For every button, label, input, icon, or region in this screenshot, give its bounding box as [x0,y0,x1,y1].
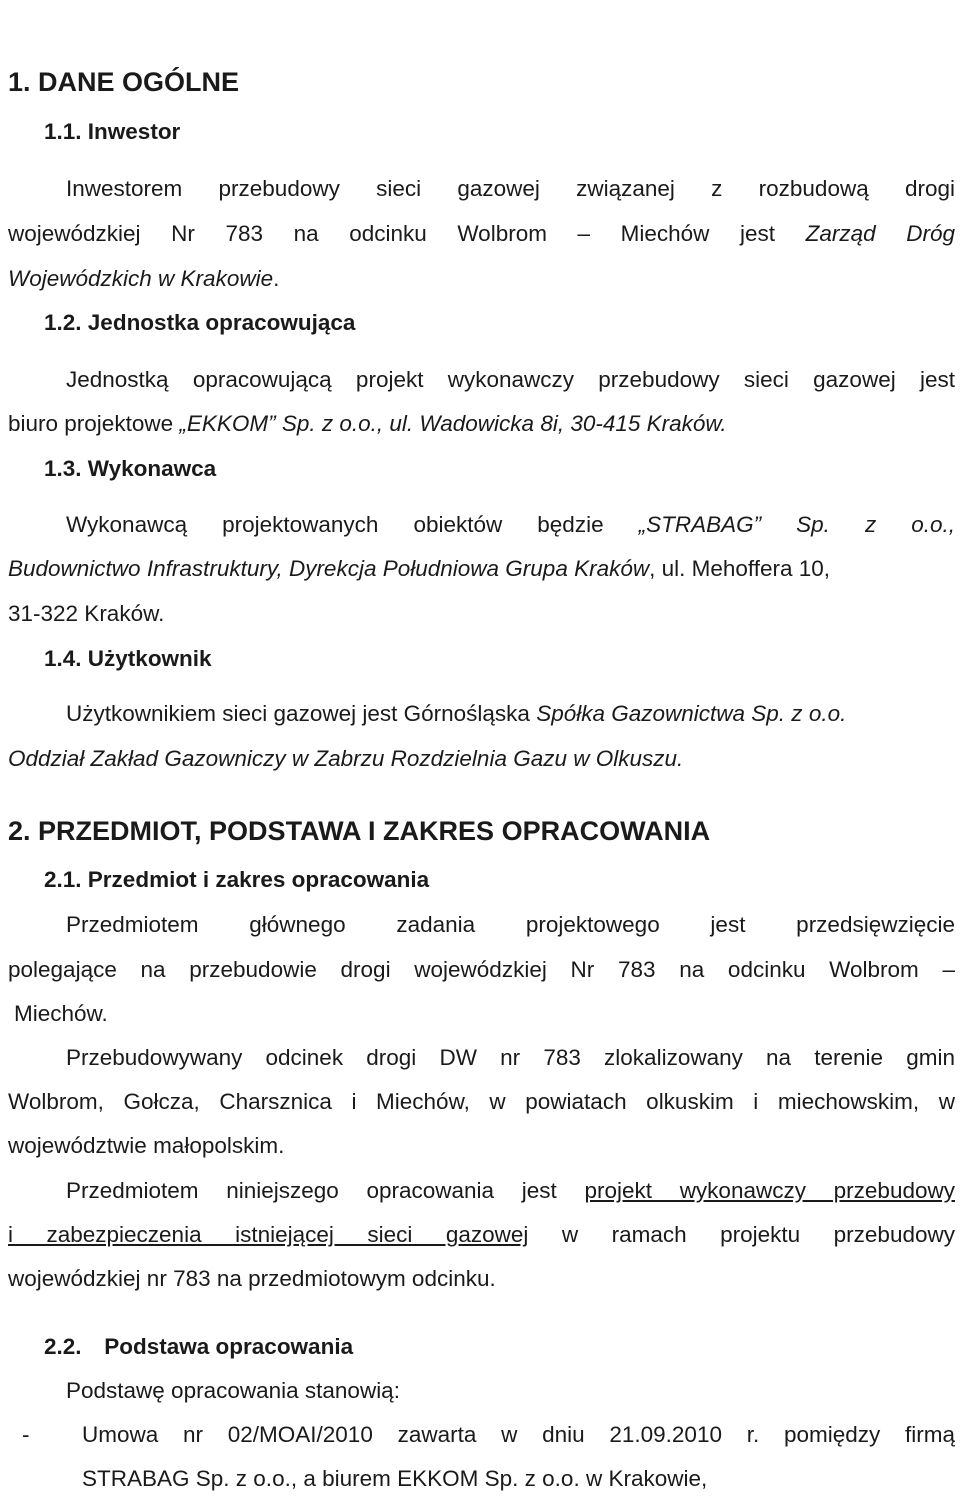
italic-text-run: „STRABAG” Sp. z o.o., [638,512,955,537]
section-number: 1.1. [44,119,82,144]
text-run: Użytkownikiem sieci gazowej jest Górnośląska [66,701,530,726]
paragraph-line: Przebudowywany odcinek drogi DW nr 783 zlokalizowany na terenie gmin [66,1045,955,1070]
section-1-2-heading [44,309,355,337]
section-title: PRZEDMIOT, PODSTAWA I ZAKRES OPRACOWANIA [38,816,711,846]
list-bullet: - [22,1422,30,1447]
section-number: 2.1. [44,867,82,892]
text-run: biuro projektowe [8,411,174,436]
section-number: 1.2. [44,310,82,335]
underlined-text-run: i zabezpieczenia istniejącej sieci gazowej [8,1222,529,1247]
paragraph-line [8,745,683,773]
paragraph-line [66,511,955,539]
text-run: w ramach projektu przebudowy [561,1222,955,1247]
paragraph-line: Inwestorem przebudowy sieci gazowej związanej z rozbudową drogi [66,176,955,201]
italic-text-run: Zarząd Dróg [805,221,956,246]
text-run: , ul. Mehoffera 10, [649,556,831,581]
list-item-line: STRABAG Sp. z o.o., a biurem EKKOM Sp. z o.o. w Krakowie, [82,1466,708,1491]
text-run: Wykonawcą projektowanych obiektów będzie [66,512,604,537]
section-number: 2.2. [44,1334,82,1359]
section-title: DANE OGÓLNE [38,67,240,97]
section-number: 1.3. [44,456,82,481]
section-title: Użytkownik [87,646,212,671]
underlined-text-run: projekt wykonawczy przebudowy [584,1178,955,1203]
italic-text-run: „EKKOM” Sp. z o.o., ul. Wadowicka 8i, 30-415 Kraków. [179,411,727,436]
paragraph-line: Miechów. [14,1001,108,1026]
paragraph-line: Przedmiotem głównego zadania projektowego jest przedsięwzięcie [66,912,955,937]
section-1-4-heading [44,645,212,673]
section-1-heading [8,66,239,98]
text-run: wojewódzkiej Nr 783 na odcinku Wolbrom – Miechów jest [8,221,776,246]
italic-text-run: Spółka Gazownictwa Sp. z o.o. [536,701,847,726]
section-title: Podstawa opracowania [104,1334,354,1359]
paragraph-line [8,1221,955,1249]
paragraph-line [8,265,279,293]
section-title: Wykonawca [87,456,217,481]
italic-text-run: Oddział Zakład Gazowniczy w Zabrzu Rozdzielnia Gazu w Olkuszu. [8,746,684,771]
paragraph-line [8,220,955,248]
paragraph-line: polegające na przebudowie drogi wojewódzkiej Nr 783 na odcinku Wolbrom – [8,957,955,982]
paragraph-line [66,1177,955,1205]
italic-text-run: Budownictwo Infrastruktury, Dyrekcja Południowa Grupa Kraków [8,556,650,581]
paragraph-line: 31-322 Kraków. [8,601,165,626]
section-1-1-heading [44,118,180,146]
section-number: 1.4. [44,646,82,671]
list-item-line: Umowa nr 02/MOAI/2010 zawarta w dniu 21.09.2010 r. pomiędzy firmą [82,1422,955,1447]
paragraph-line [8,410,727,438]
paragraph-line: Wolbrom, Gołcza, Charsznica i Miechów, w powiatach olkuskim i miechowskim, w [8,1089,955,1114]
text-run: . [273,266,280,291]
section-2-2-heading [44,1333,353,1361]
section-title: Inwestor [87,119,181,144]
section-title: Jednostka opracowująca [87,310,356,335]
italic-text-run: Wojewódzkich w Krakowie [8,266,274,291]
text-run: Przedmiotem niniejszego opracowania jest [66,1178,557,1203]
section-number: 1. [8,67,31,97]
section-number: 2. [8,816,31,846]
paragraph-line: Podstawę opracowania stanowią: [66,1378,400,1403]
paragraph-line [8,555,830,583]
section-2-heading [8,815,710,847]
paragraph-line: województwie małopolskim. [8,1133,285,1158]
paragraph-line: Jednostką opracowującą projekt wykonawczy przebudowy sieci gazowej jest [66,367,955,392]
section-title: Przedmiot i zakres opracowania [87,867,430,892]
paragraph-line [66,700,846,728]
paragraph-line: wojewódzkiej nr 783 na przedmiotowym odcinku. [8,1266,496,1291]
section-1-3-heading [44,455,216,483]
section-2-1-heading [44,866,429,894]
